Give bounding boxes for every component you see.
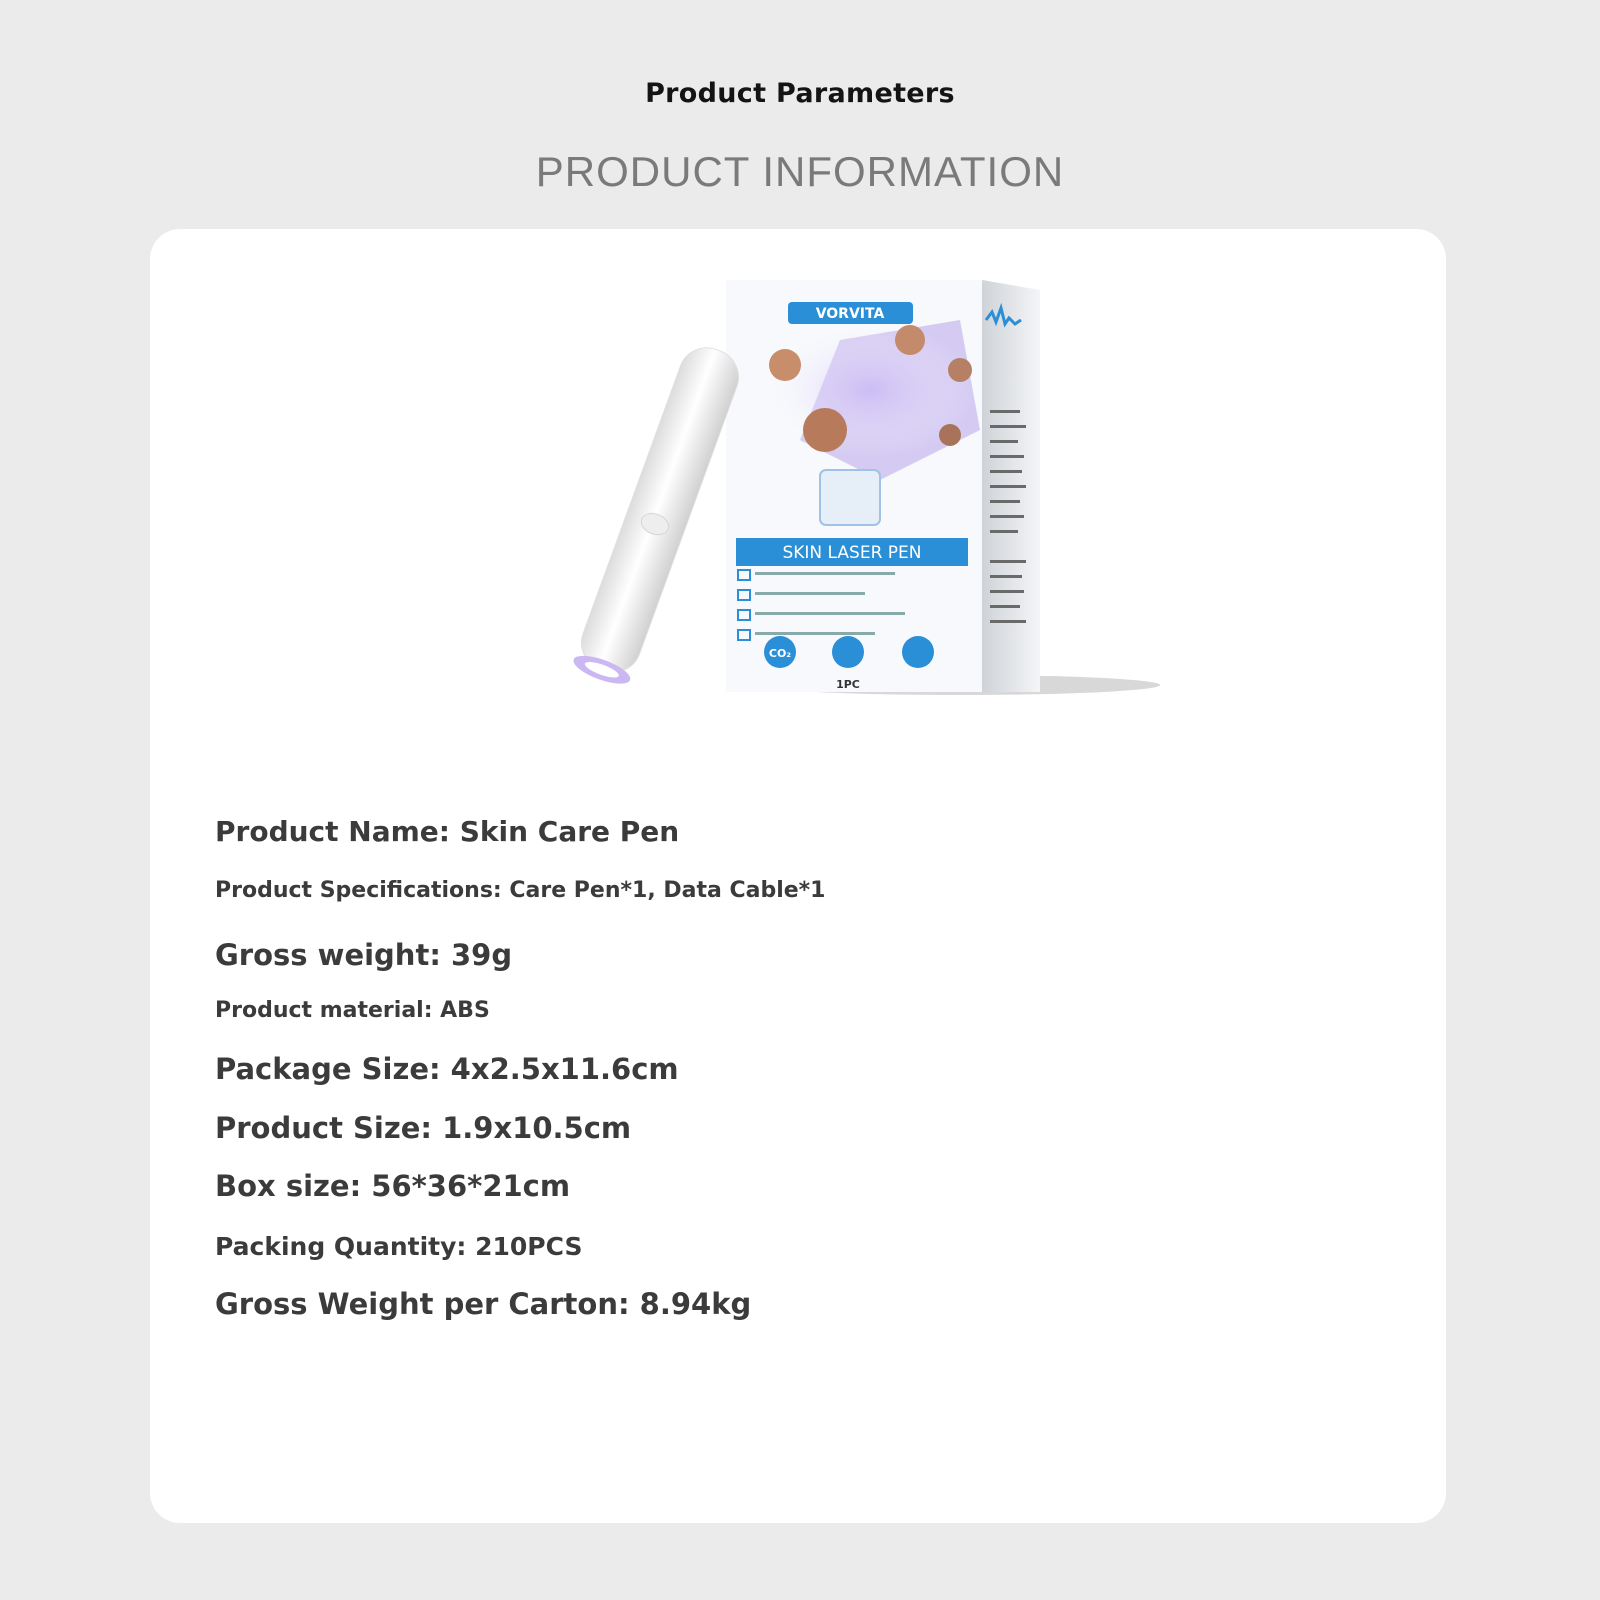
- svg-text:CO₂: CO₂: [768, 647, 792, 660]
- skin-spot-icon: [769, 349, 801, 381]
- spec-product-name: Product Name: Skin Care Pen: [215, 815, 680, 848]
- skin-spot-icon: [895, 325, 925, 355]
- product-image: [540, 280, 1180, 720]
- spec-package-size: Package Size: 4x2.5x11.6cm: [215, 1052, 679, 1086]
- skin-spot-icon: [939, 424, 961, 446]
- box-title: SKIN LASER PEN: [782, 543, 922, 563]
- spec-product-size: Product Size: 1.9x10.5cm: [215, 1111, 632, 1145]
- box-quantity: 1PC: [836, 678, 860, 691]
- spec-packing-quantity: Packing Quantity: 210PCS: [215, 1232, 583, 1261]
- sun-icon: [902, 636, 934, 668]
- spec-product-material: Product material: ABS: [215, 998, 490, 1023]
- skin-spot-icon: [948, 358, 972, 382]
- spec-box-size: Box size: 56*36*21cm: [215, 1169, 571, 1203]
- spec-gross-weight: Gross weight: 39g: [215, 938, 513, 972]
- spec-product-specifications: Product Specifications: Care Pen*1, Data Cable*1: [215, 878, 826, 903]
- page-subtitle: PRODUCT INFORMATION: [535, 148, 1065, 195]
- thumbnail-image: [820, 470, 880, 525]
- page-title: Product Parameters: [645, 78, 955, 109]
- thumbs-up-icon: [832, 636, 864, 668]
- spec-gross-weight-per-carton: Gross Weight per Carton: 8.94kg: [215, 1287, 752, 1321]
- skin-spot-icon: [803, 408, 847, 452]
- laser-pen: [570, 340, 746, 689]
- brand-label: VORVITA: [815, 306, 885, 322]
